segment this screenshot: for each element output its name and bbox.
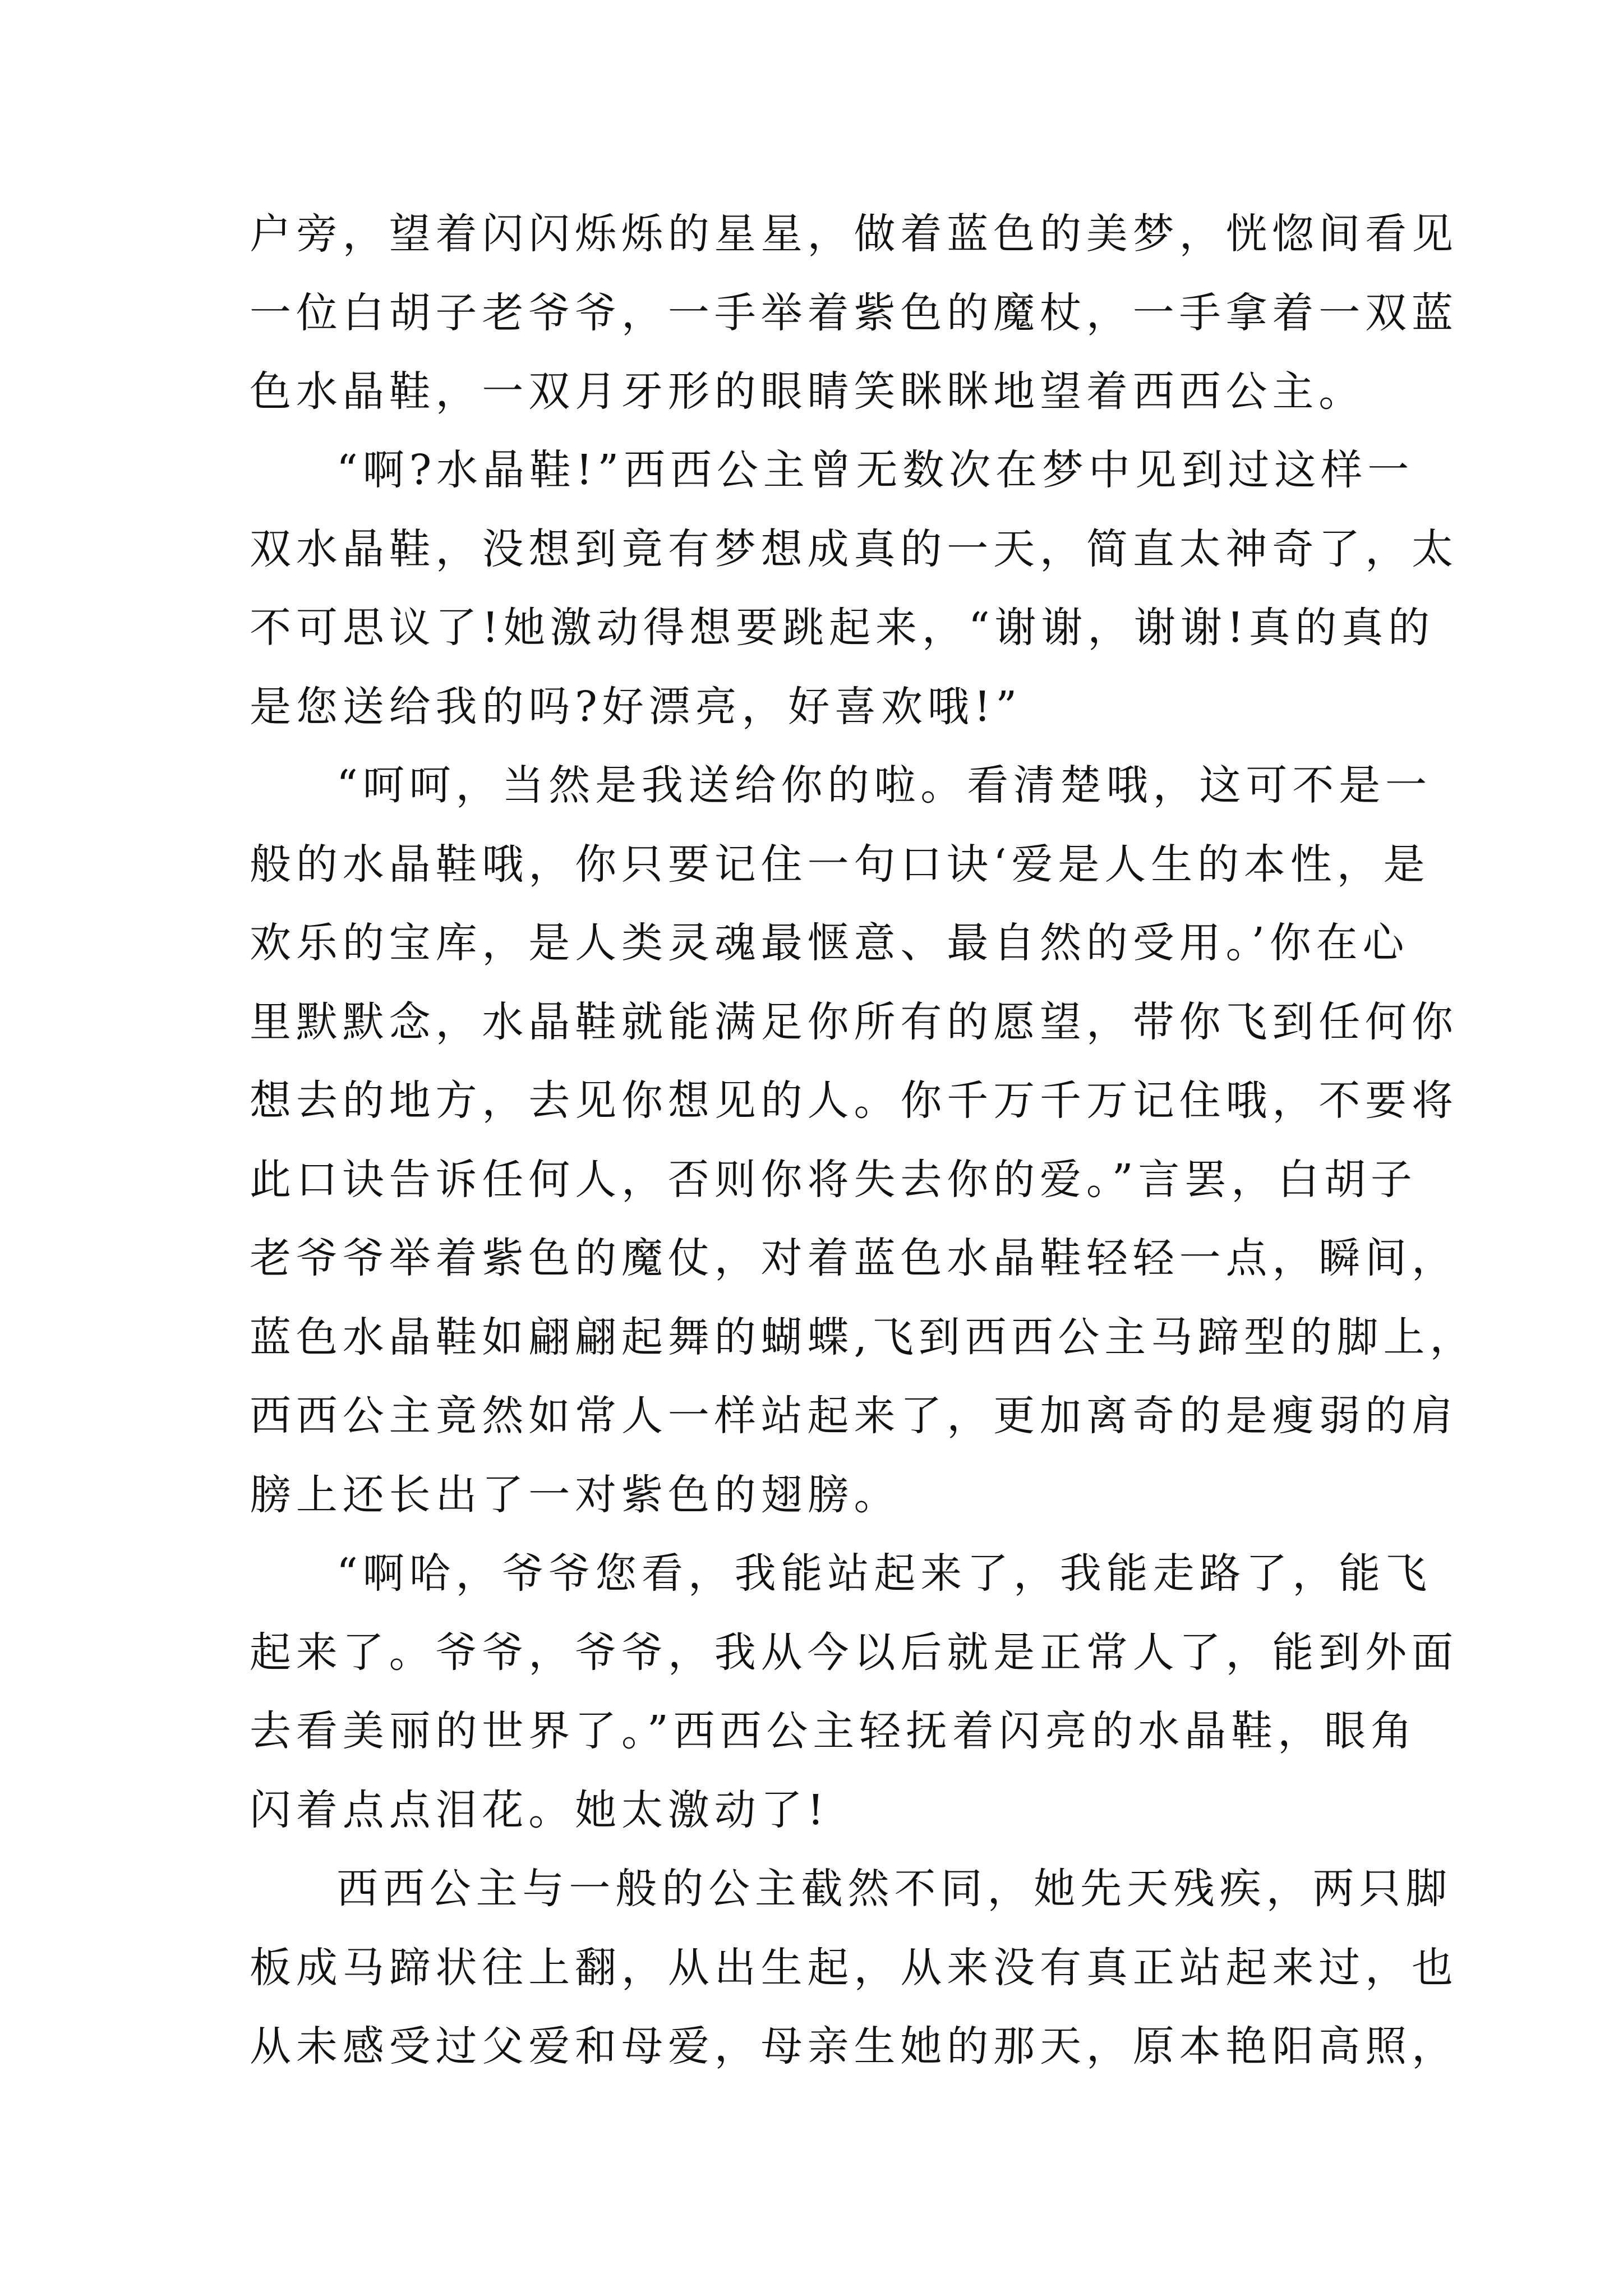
text-line: 老爷爷举着紫色的魔仗，对着蓝色水晶鞋轻轻一点，瞬间，	[250, 1234, 1458, 1282]
text-line: 一位白胡子老爷爷，一手举着紫色的魔杖，一手拿着一双蓝	[250, 289, 1458, 337]
text-line: 双水晶鞋，没想到竟有梦想成真的一天，简直太神奇了，太	[250, 525, 1458, 573]
text-line: 膀上还长出了一对紫色的翅膀。	[250, 1471, 901, 1519]
text-line: 去看美丽的世界了。”西西公主轻抚着闪亮的水晶鞋，眼角	[250, 1707, 1417, 1755]
text-line: 起来了。爷爷，爷爷，我从今以后就是正常人了，能到外面	[250, 1628, 1458, 1677]
text-line: 里默默念，水晶鞋就能满足你所有的愿望，带你飞到任何你	[250, 998, 1458, 1046]
text-line: “呵呵，当然是我送给你的啦。看清楚哦，这可不是一	[336, 761, 1432, 809]
text-line: 闪着点点泪花。她太激动了!	[250, 1786, 829, 1834]
text-line: 板成马蹄状往上翻，从出生起，从来没有真正站起来过，也	[250, 1944, 1458, 1992]
text-line: 户旁，望着闪闪烁烁的星星，做着蓝色的美梦，恍惚间看见	[250, 210, 1458, 258]
text-line: 此口诀告诉任何人，否则你将失去你的爱。”言罢，白胡子	[250, 1156, 1417, 1204]
text-line: 想去的地方，去见你想见的人。你千万千万记住哦，不要将	[250, 1076, 1458, 1125]
text-line: “啊哈，爷爷您看，我能站起来了，我能走路了，能飞	[336, 1549, 1432, 1598]
text-line: “啊?水晶鞋!”西西公主曾无数次在梦中见到过这样一	[336, 446, 1414, 494]
text-line: 般的水晶鞋哦，你只要记住一句口诀‘爱是人生的本性，是	[250, 840, 1430, 889]
text-line: 不可思议了!她激动得想要跳起来，“谢谢，谢谢!真的真的	[250, 604, 1435, 652]
text-line: 西西公主与一般的公主截然不同，她先天残疾，两只脚	[336, 1865, 1453, 1913]
text-line: 欢乐的宝库，是人类灵魂最惬意、最自然的受用。’你在心	[250, 919, 1409, 967]
text-line: 从未感受过父爱和母爱，母亲生她的那天，原本艳阳高照，	[250, 2022, 1458, 2070]
text-line: 色水晶鞋，一双月牙形的眼睛笑眯眯地望着西西公主。	[250, 367, 1366, 416]
text-line: 是您送给我的吗?好漂亮，好喜欢哦!”	[250, 683, 1022, 731]
text-line: 蓝色水晶鞋如翩翩起舞的蝴蝶,飞到西西公主马蹄型的脚上，	[250, 1313, 1477, 1361]
text-line: 西西公主竟然如常人一样站起来了，更加离奇的是瘦弱的肩	[250, 1392, 1458, 1440]
